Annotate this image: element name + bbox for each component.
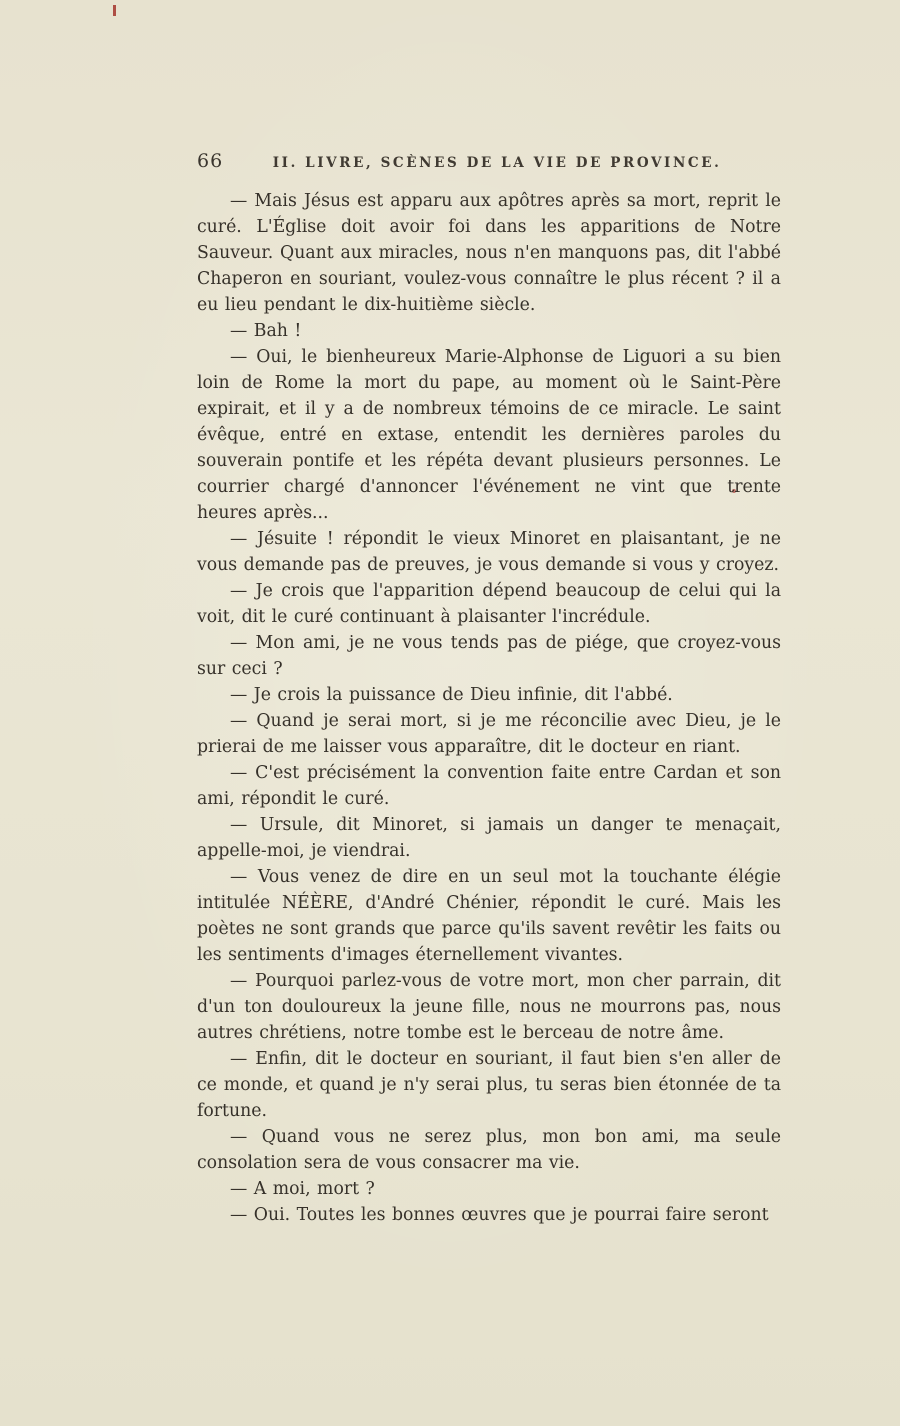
paragraph: — Mon ami, je ne vous tends pas de piége, que croyez-vous sur ceci ?	[197, 633, 781, 679]
page-number: 66	[197, 150, 224, 172]
paragraph: — Oui, le bienheureux Marie-Alphonse de Liguori a su bien loin de Rome la mort du pape, au moment où le Saint-Père expirait, et il y a de nombreux témoins de ce miracle. Le saint évêque, entré en extase, entendit les dernières paroles du souverain pontife et les répéta devant plusieurs personnes. Le courrier chargé d'annoncer l'événement ne vint que trente heures après...	[197, 347, 781, 523]
paragraph: — Oui. Toutes les bonnes œuvres que je pourrai faire seront	[230, 1205, 769, 1225]
paragraph: — A moi, mort ?	[230, 1179, 375, 1199]
paragraph: — Quand vous ne serez plus, mon bon ami, ma seule consolation sera de vous consacrer ma vie.	[197, 1127, 781, 1173]
paragraph: — Quand je serai mort, si je me réconcilie avec Dieu, je le prierai de me laisser vous apparaître, dit le docteur en riant.	[197, 711, 781, 757]
text-block	[197, 150, 781, 1228]
paragraph: — Je crois la puissance de Dieu infinie, dit l'abbé.	[230, 685, 673, 705]
page-header	[197, 150, 781, 172]
paragraph: — Je crois que l'apparition dépend beaucoup de celui qui la voit, dit le curé continuant à plaisanter l'incrédule.	[197, 581, 781, 627]
body-text	[197, 188, 781, 1228]
scan-artifact-mark	[113, 5, 116, 16]
running-title: II. LIVRE, SCÈNES DE LA VIE DE PROVINCE.	[272, 155, 722, 171]
paragraph: — Ursule, dit Minoret, si jamais un danger te menaçait, appelle-moi, je viendrai.	[197, 815, 781, 861]
paragraph: — Bah !	[230, 321, 302, 341]
paragraph: — Vous venez de dire en un seul mot la touchante élégie intitulée NÉÈRE, d'André Chénier, répondit le curé. Mais les poètes ne sont grands que parce qu'ils savent revêtir les faits ou les sentiments d'images éternellement vivantes.	[197, 867, 781, 965]
paragraph: — Enfin, dit le docteur en souriant, il faut bien s'en aller de ce monde, et quand je n'y serai plus, tu seras bien étonnée de ta fortune.	[197, 1049, 781, 1121]
paragraph: — Jésuite ! répondit le vieux Minoret en plaisantant, je ne vous demande pas de preuves, je vous demande si vous y croyez.	[197, 529, 781, 575]
paragraph: — Mais Jésus est apparu aux apôtres après sa mort, reprit le curé. L'Église doit avoir foi dans les apparitions de Notre Sauveur. Quant aux miracles, nous n'en manquons pas, dit l'abbé Chaperon en souriant, voulez-vous connaître le plus récent ? il a eu lieu pendant le dix-huitième siècle.	[197, 191, 781, 315]
paragraph: — C'est précisément la convention faite entre Cardan et son ami, répondit le curé.	[197, 763, 781, 809]
paragraph: — Pourquoi parlez-vous de votre mort, mon cher parrain, dit d'un ton douloureux la jeune fille, nous ne mourrons pas, nous autres chrétiens, notre tombe est le berceau de notre âme.	[197, 971, 781, 1043]
